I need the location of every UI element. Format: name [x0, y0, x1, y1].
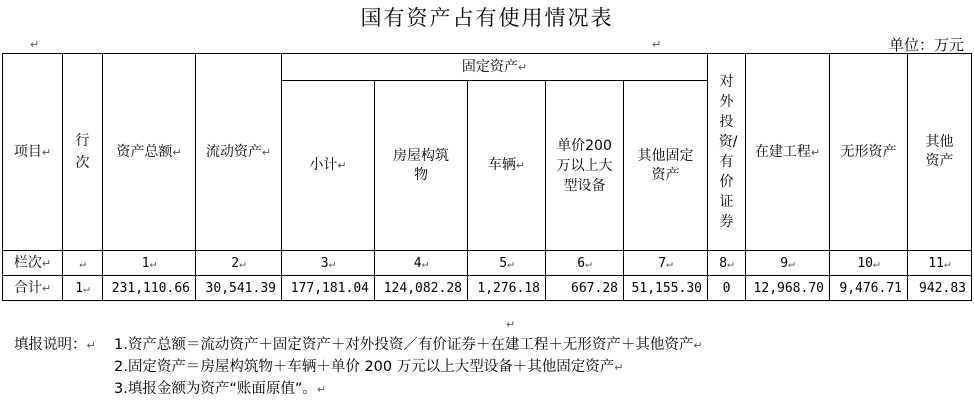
column-number: 9↵ — [746, 251, 830, 276]
column-number: 8↵ — [708, 251, 746, 276]
unit-label: 单位：万元 — [888, 36, 964, 54]
header-other-assets: 其他资产 — [908, 54, 972, 251]
header-current-assets: 流动资产↵ — [196, 54, 282, 251]
header-foreign-investment: 对外投资/有价证券 — [708, 54, 746, 251]
note-item: 3.填报金额为资产“账面原值”。↵ — [114, 381, 327, 397]
other-fixed-value: 51,155.30 — [624, 276, 708, 301]
total-row-no: 1↵ — [63, 276, 103, 301]
header-subtotal: 小计↵ — [282, 81, 375, 251]
column-number: 11↵ — [908, 251, 972, 276]
column-number: 6↵ — [546, 251, 624, 276]
table-row — [3, 276, 972, 301]
column-row-label: 栏次↵ — [3, 251, 63, 276]
column-number: 7↵ — [624, 251, 708, 276]
total-assets-value: 231,110.66 — [103, 276, 196, 301]
header-intangible: 无形资产 — [830, 54, 908, 251]
header-vehicles: 车辆↵ — [468, 81, 546, 251]
other-assets-value: 942.83 — [908, 276, 972, 301]
header-construction: 在建工程↵ — [746, 54, 830, 251]
column-number: 2↵ — [196, 251, 282, 276]
header-large-equipment: 单价200万以上大型设备 — [546, 81, 624, 251]
note-item: 2.固定资产＝房屋构筑物＋车辆＋单价 200 万元以上大型设备＋其他固定资产↵ — [114, 359, 624, 375]
paragraph-mark-icon: ↵ — [506, 318, 516, 331]
asset-table — [2, 53, 972, 301]
notes-label: 填报说明：↵ — [14, 337, 96, 353]
foreign-investment-value: 0 — [708, 276, 746, 301]
vehicles-value: 1,276.18 — [468, 276, 546, 301]
column-number: 3↵ — [282, 251, 375, 276]
column-number: 1↵ — [103, 251, 196, 276]
intangible-value: 9,476.71 — [830, 276, 908, 301]
note-item: 1.资产总额＝流动资产＋固定资产＋对外投资／有价证券＋在建工程＋无形资产＋其他资产↵ — [114, 337, 703, 353]
construction-value: 12,968.70 — [746, 276, 830, 301]
header-other-fixed: 其他固定资产 — [624, 81, 708, 251]
page-title: 国有资产占有使用情况表 — [360, 6, 614, 30]
large-equipment-value: 667.28 — [546, 276, 624, 301]
table-row — [3, 251, 972, 276]
total-row-label: 合计↵ — [3, 276, 63, 301]
column-number: ↵ — [63, 251, 103, 276]
header-row-no: 行次 — [63, 54, 103, 251]
column-number: 10↵ — [830, 251, 908, 276]
header-item: 项目↵ — [3, 54, 63, 251]
paragraph-mark-icon: ↵ — [652, 38, 662, 51]
paragraph-mark-icon: ↵ — [30, 38, 40, 51]
current-assets-value: 30,541.39 — [196, 276, 282, 301]
header-buildings: 房屋构筑物 — [375, 81, 468, 251]
subtotal-value: 177,181.04 — [282, 276, 375, 301]
column-number: 4↵ — [375, 251, 468, 276]
buildings-value: 124,082.28 — [375, 276, 468, 301]
header-total-assets: 资产总额↵ — [103, 54, 196, 251]
header-fixed-assets: 固定资产↵ — [282, 54, 708, 81]
column-number: 5↵ — [468, 251, 546, 276]
